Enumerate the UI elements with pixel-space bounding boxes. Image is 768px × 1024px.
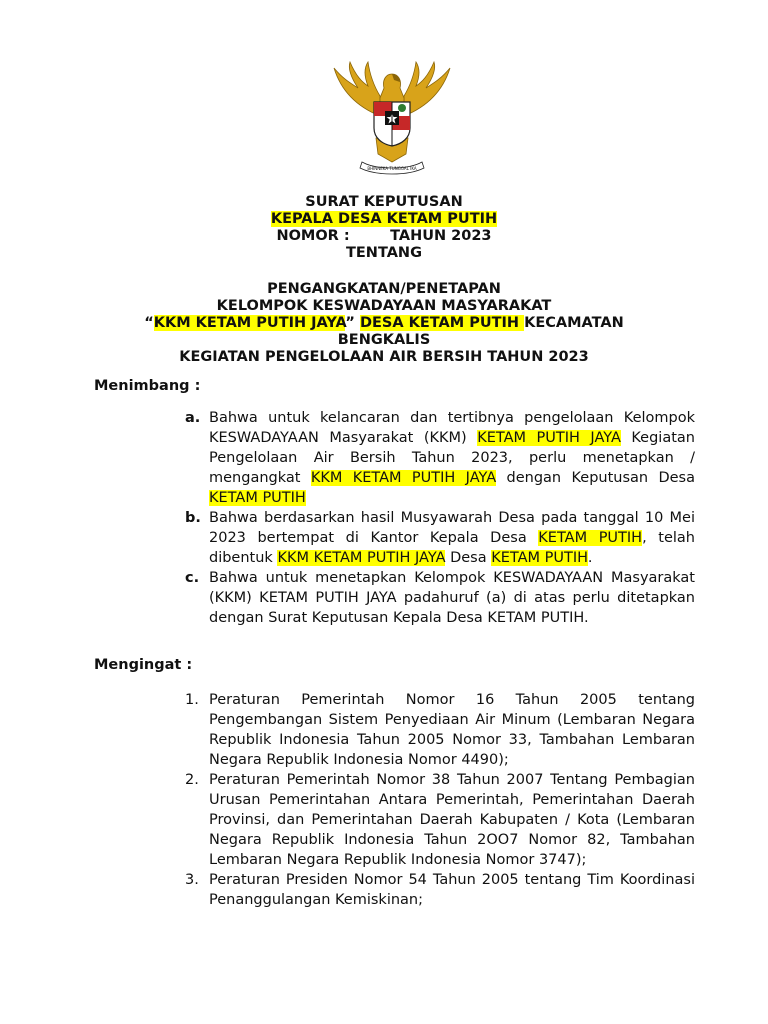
garuda-emblem bbox=[330, 58, 454, 178]
subject-line: BENGKALIS bbox=[337, 332, 431, 348]
list-item: 2. Peraturan Pemerintah Nomor 38 Tahun 2007 Tentang Pembagian Urusan Pemerintahan Antara Pemerintah, Pemerintahan Daerah Provinsi, dan Pemerintahan Daerah Kabupaten / Kota (Lembaran Negara Republik Indonesia Tahun 2OO7 Nomor 82, Tambahan Lembaran Negara Republik Indonesia Nomor 3747); bbox=[185, 772, 695, 868]
document-title bbox=[0, 194, 768, 366]
mengingat-label: Mengingat : bbox=[94, 657, 193, 673]
list-item: c. Bahwa untuk menetapkan Kelompok KESWADAYAAN Masyarakat (KKM) KETAM PUTIH JAYA padahuruf (a) di atas perlu ditetapkan dengan Surat Keputusan Kepala Desa KETAM PUTIH. bbox=[185, 570, 695, 626]
list-item: b. Bahwa berdasarkan hasil Musyawarah Desa pada tanggal 10 Mei 2023 bertempat di Kantor Kepala Desa KETAM PUTIH, telah dibentuk KKM KETAM PUTIH JAYA Desa KETAM PUTIH. bbox=[185, 510, 695, 566]
title-number: NOMOR : TAHUN 2023 bbox=[276, 228, 492, 244]
mengingat-list bbox=[185, 690, 695, 910]
title-tentang: TENTANG bbox=[346, 245, 422, 261]
shield-icon bbox=[374, 102, 410, 146]
title-village-head: KEPALA DESA KETAM PUTIH bbox=[270, 211, 498, 227]
list-item: a. Bahwa untuk kelancaran dan tertibnya pengelolaan Kelompok KESWADAYAAN Masyarakat (KKM) KETAM PUTIH JAYA Kegiatan Pengelolaan Air Bersih Tahun 2023, perlu menetapkan / mengangkat KKM KETAM PUTIH JAYA dengan Keputusan Desa KETAM PUTIH bbox=[185, 410, 696, 506]
subject-line: KELOMPOK KESWADAYAAN MASYARAKAT bbox=[216, 298, 552, 314]
menimbang-list bbox=[185, 408, 695, 628]
subject-line: PENGANGKATAN/PENETAPAN bbox=[267, 281, 501, 297]
motto-text: BHINNEKA TUNGGAL IKA bbox=[367, 166, 417, 171]
garuda-icon bbox=[330, 58, 454, 178]
subject-line: KEGIATAN PENGELOLAAN AIR BERSIH TAHUN 2023 bbox=[179, 349, 589, 365]
list-item: 3. Peraturan Presiden Nomor 54 Tahun 2005 tentang Tim Koordinasi Penanggulangan Kemiskinan; bbox=[185, 872, 695, 908]
subject-line-kkm: “KKM KETAM PUTIH JAYA” DESA KETAM PUTIH KECAMATAN bbox=[144, 315, 624, 331]
list-item: 1. Peraturan Pemerintah Nomor 16 Tahun 2005 tentang Pengembangan Sistem Penyediaan Air Minum (Lembaran Negara Republik Indonesia Tahun 2005 Nomor 33, Tambahan Lembaran Negara Republik Indonesia Nomor 4490); bbox=[185, 692, 695, 768]
title-line: SURAT KEPUTUSAN bbox=[305, 194, 463, 210]
menimbang-label: Menimbang : bbox=[94, 378, 201, 394]
